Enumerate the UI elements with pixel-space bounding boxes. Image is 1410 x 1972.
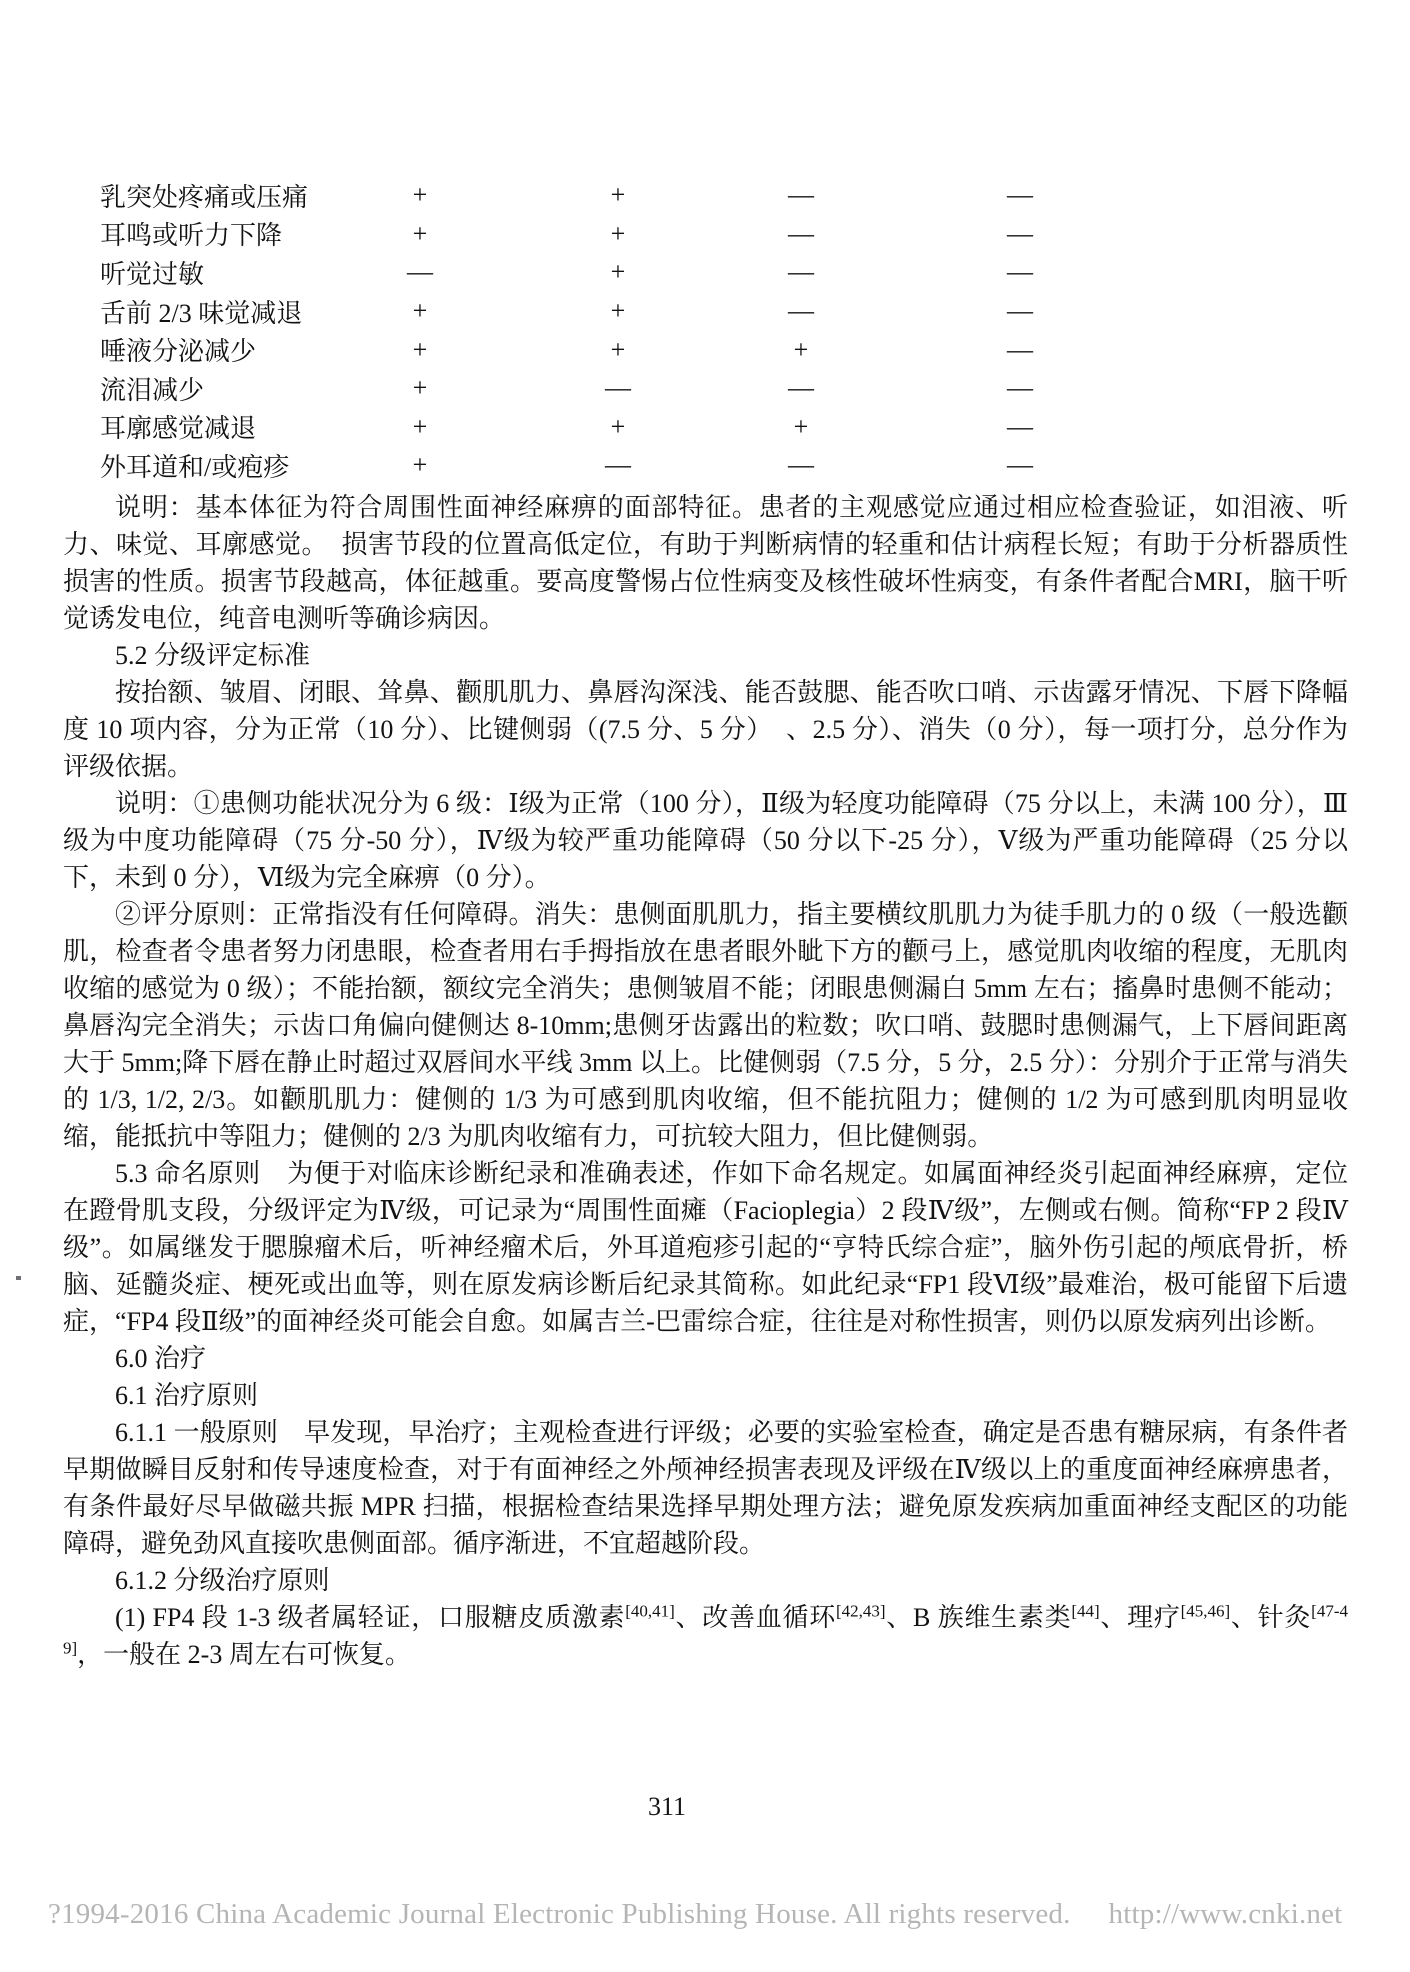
symptom-presence-mark: + bbox=[412, 334, 428, 364]
paragraph-note-signs: 说明：基本体征为符合周围性面神经麻痹的面部特征。患者的主观感觉应通过相应检查验证，如泪液、听力、味觉、耳廓感觉。 损害节段的位置高低定位，有助于判断病情的轻重和估计病程长短；有助于分析器质性损害的性质。损害节段越高，体征越重。要高度警惕占位性病变及核性破坏性病变，有条件者配合MRI，脑干听觉诱发电位，纯音电测听等确诊病因。 bbox=[63, 492, 1348, 633]
symptom-presence-mark: — bbox=[788, 450, 814, 480]
symptom-presence-mark: + bbox=[610, 257, 626, 287]
symptom-presence-mark: — bbox=[1007, 180, 1033, 210]
symptom-presence-mark: — bbox=[1007, 218, 1033, 248]
paragraph-naming-principle: 5.3 命名原则 为便于对临床诊断纪录和准确表述，作如下命名规定。如属面神经炎引起面神经麻痹，定位在蹬骨肌支段，分级评定为Ⅳ级，可记录为“周围性面瘫（Facioplegia）2 段Ⅳ级”，左侧或右侧。简称“FP 2 段Ⅳ级”。如属继发于腮腺瘤术后，听神经瘤术后，外耳道疱疹引起的“亨特氏综合症”，脑外伤引起的颅底骨折，桥脑、延髓炎症、梗死或出血等，则在原发病诊断后纪录其简称。如此纪录“FP1 段Ⅵ级”最难治，极可能留下后遗症，“FP4 段Ⅱ级”的面神经炎可能会自愈。如属吉兰-巴雷综合症，往往是对称性损害，则仍以原发病列出诊断。 bbox=[63, 1158, 1348, 1336]
symptom-presence-mark: + bbox=[610, 296, 626, 326]
symptom-label: 外耳道和/或疱疹 bbox=[100, 452, 290, 482]
symptom-label: 耳廓感觉减退 bbox=[100, 414, 257, 444]
table-row bbox=[100, 408, 1348, 447]
table-row bbox=[100, 369, 1348, 408]
symptom-presence-mark: + bbox=[793, 334, 809, 364]
heading-6-0: 6.0 治疗 bbox=[115, 1343, 207, 1373]
symptom-presence-mark: — bbox=[788, 180, 814, 210]
symptom-presence-mark: + bbox=[610, 180, 626, 210]
scan-artifact-dot bbox=[16, 1276, 21, 1280]
table-row bbox=[100, 446, 1348, 485]
symptom-presence-mark: — bbox=[788, 373, 814, 403]
symptom-presence-mark: — bbox=[605, 450, 631, 480]
paragraph-text: 、改善血循环 bbox=[674, 1602, 836, 1632]
symptom-presence-mark: — bbox=[605, 373, 631, 403]
page-content bbox=[63, 176, 1348, 1673]
heading-5-2: 5.2 分级评定标准 bbox=[115, 640, 311, 670]
paragraph-scoring-principle: ②评分原则：正常指没有任何障碍。消失：患侧面肌肌力，指主要横纹肌肌力为徒手肌力的 0 级（一般选颧肌，检查者令患者努力闭患眼，检查者用右手拇指放在患者眼外眦下方的颧弓上，感觉肌肉收缩的程度，无肌肉收缩的感觉为 0 级）；不能抬额，额纹完全消失；患侧皱眉不能；闭眼患侧漏白 5mm 左右；搐鼻时患侧不能动；鼻唇沟完全消失；示齿口角偏向健侧达 8-10mm;患侧牙齿露出的粒数；吹口哨、鼓腮时患侧漏气，上下唇间距离大于 5mm;降下唇在静止时超过双唇间水平线 3mm 以上。比健侧弱（7.5 分，5 分，2.5 分）：分别介于正常与消失的 1/3, 1/2, 2/3。如颧肌肌力：健侧的 1/3 为可感到肌肉收缩，但不能抗阻力；健侧的 1/2 为可感到肌肉明显收缩，能抵抗中等阻力；健侧的 2/3 为肌肉收缩有力，可抗较大阻力，但比健侧弱。 bbox=[63, 899, 1348, 1151]
symptom-presence-mark: — bbox=[788, 296, 814, 326]
paragraph-text: 、针灸 bbox=[1230, 1602, 1312, 1632]
paragraph-text: 、B 族维生素类 bbox=[885, 1602, 1072, 1632]
symptom-label: 耳鸣或听力下降 bbox=[100, 221, 283, 251]
paragraph-general-principle: 6.1.1 一般原则 早发现，早治疗；主观检查进行评级；必要的实验室检查，确定是否患有糖尿病，有条件者早期做瞬目反射和传导速度检查，对于有面神经之外颅神经损害表现及评级在Ⅳ级以上的重度面神经麻痹患者，有条件最好尽早做磁共振 MPR 扫描，根据检查结果选择早期处理方法；避免原发疾病加重面神经支配区的功能障碍，避免劲风直接吹患侧面部。循序渐进，不宜超越阶段。 bbox=[63, 1417, 1348, 1558]
symptom-presence-mark: — bbox=[788, 257, 814, 287]
table-row bbox=[100, 215, 1348, 254]
table-row bbox=[100, 330, 1348, 369]
symptom-presence-mark: — bbox=[1007, 257, 1033, 287]
table-row bbox=[100, 253, 1348, 292]
symptom-presence-mark: — bbox=[1007, 411, 1033, 441]
paragraph-fp4-treatment bbox=[63, 1599, 1348, 1673]
symptom-presence-mark: + bbox=[412, 450, 428, 480]
symptom-presence-mark: + bbox=[412, 218, 428, 248]
page-number: 311 bbox=[647, 1792, 687, 1821]
symptom-presence-mark: + bbox=[610, 411, 626, 441]
paragraph-grading-criteria: 按抬额、皱眉、闭眼、耸鼻、颧肌肌力、鼻唇沟深浅、能否鼓腮、能否吹口哨、示齿露牙情况、下唇下降幅度 10 项内容，分为正常（10 分）、比键侧弱（(7.5 分、5 分） 、2.5 分）、消失（0 分），每一项打分，总分作为评级依据。 bbox=[63, 677, 1348, 781]
table-row bbox=[100, 176, 1348, 215]
symptom-presence-mark: + bbox=[412, 180, 428, 210]
symptom-presence-mark: + bbox=[412, 296, 428, 326]
symptom-table bbox=[100, 176, 1348, 485]
symptom-label: 乳突处疼痛或压痛 bbox=[100, 182, 309, 212]
reference-superscript: [45,46] bbox=[1180, 1601, 1231, 1621]
symptom-presence-mark: + bbox=[610, 334, 626, 364]
symptom-label: 流泪减少 bbox=[100, 375, 205, 405]
symptom-label: 唾液分泌减少 bbox=[100, 337, 257, 367]
symptom-presence-mark: — bbox=[788, 218, 814, 248]
symptom-presence-mark: — bbox=[1007, 450, 1033, 480]
reference-superscript: [44] bbox=[1071, 1601, 1100, 1621]
reference-superscript: [40,41] bbox=[625, 1601, 675, 1621]
heading-6-1-2: 6.1.2 分级治疗原则 bbox=[115, 1565, 330, 1595]
paragraph-function-levels: 说明：①患侧功能状况分为 6 级：Ⅰ级为正常（100 分），Ⅱ级为轻度功能障碍（75 分以上，未满 100 分），Ⅲ级为中度功能障碍（75 分-50 分），Ⅳ级为较严重功能障碍（50 分以下-25 分），Ⅴ级为严重功能障碍（25 分以下，未到 0 分），Ⅵ级为完全麻痹（0 分）。 bbox=[63, 788, 1348, 892]
paragraph-text: (1) FP4 段 1-3 级者属轻证，口服糖皮质激素 bbox=[115, 1602, 626, 1632]
reference-superscript: [47-49] bbox=[63, 1601, 1348, 1658]
symptom-presence-mark: + bbox=[412, 411, 428, 441]
symptom-presence-mark: + bbox=[412, 373, 428, 403]
paragraph-text: 、理疗 bbox=[1099, 1602, 1181, 1632]
symptom-presence-mark: — bbox=[407, 257, 433, 287]
table-row bbox=[100, 292, 1348, 331]
symptom-presence-mark: + bbox=[610, 218, 626, 248]
reference-superscript: [42,43] bbox=[835, 1601, 886, 1621]
symptom-label: 舌前 2/3 味觉减退 bbox=[100, 298, 303, 328]
heading-6-1: 6.1 治疗原则 bbox=[115, 1380, 259, 1410]
symptom-label: 听觉过敏 bbox=[100, 259, 205, 289]
footer-copyright: ?1994-2016 China Academic Journal Electronic Publishing House. All rights reserved. bbox=[48, 1898, 1071, 1930]
symptom-presence-mark: — bbox=[1007, 296, 1033, 326]
symptom-presence-mark: + bbox=[793, 411, 809, 441]
paragraph-text: ，一般在 2-3 周左右可恢复。 bbox=[77, 1639, 411, 1669]
symptom-presence-mark: — bbox=[1007, 373, 1033, 403]
footer-watermark bbox=[48, 1898, 1342, 1931]
footer-url: http://www.cnki.net bbox=[1108, 1898, 1343, 1930]
symptom-presence-mark: — bbox=[1007, 334, 1033, 364]
